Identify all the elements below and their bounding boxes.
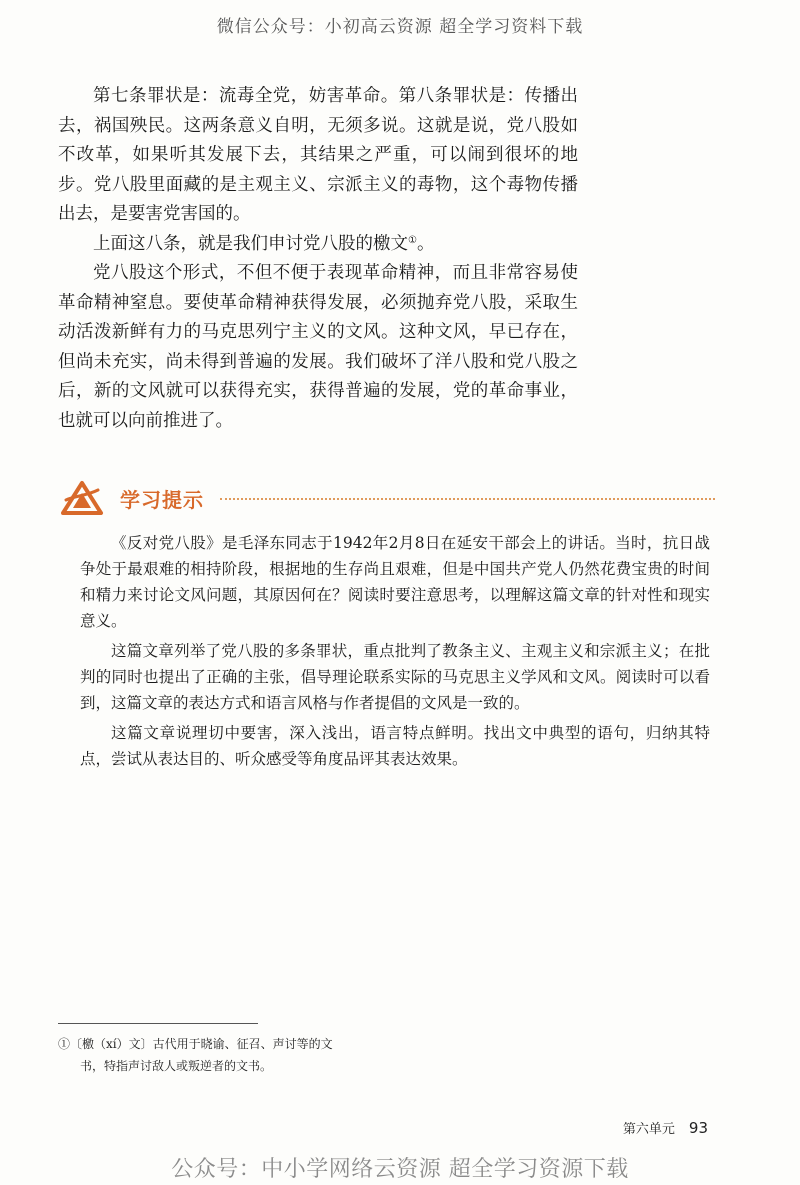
tips-paragraph-3: 这篇文章说理切中要害，深入浅出，语言特点鲜明。找出文中典型的语句，归纳其特点，尝试从表达目的、听众感受等角度品评其表达效果。: [80, 724, 710, 768]
main-paragraph-1: 第七条罪状是：流毒全党，妨害革命。第八条罪状是：传播出去，祸国殃民。这两条意义自明，无须多说。这就是说，党八股如不改革，如果听其发展下去，其结果之严重，可以闹到很坏的地步。党八股里面藏的是主观主义、宗派主义的毒物，这个毒物传播出去，是要害党害国的。: [58, 86, 578, 224]
tips-paragraph-1: 《反对党八股》是毛泽东同志于1942年2月8日在延安干部会上的讲话。当时，抗日战争处于最艰难的相持阶段，根据地的生存尚且艰难，但是中国共产党人仍然花费宝贵的时间和精力来讨论文风问题，其原因何在？阅读时要注意思考，以理解这篇文章的针对性和现实意义。: [80, 534, 710, 630]
main-paragraph-2-text: 上面这八条，就是我们申讨党八股的檄文: [93, 233, 408, 254]
main-paragraph-2-end: 。: [416, 233, 435, 254]
main-paragraph-2: [58, 230, 578, 260]
unit-label: 第六单元: [622, 1122, 675, 1137]
page-footer: [623, 1118, 708, 1137]
footnote: [58, 1033, 368, 1077]
watermark-bottom: 公众号：中小学网络云资源 超全学习资源下载: [171, 1157, 629, 1182]
main-paragraph-3: 党八股这个形式，不但不便于表现革命精神，而且非常容易使革命精神窒息。要使革命精神获得发展，必须抛弃党八股，采取生动活泼新鲜有力的马克思列宁主义的文风。这种文风，早已存在，但尚未充实，尚未得到普遍的发展。我们破坏了洋八股和党八股之后，新的文风就可以获得充实，获得普遍的发展，党的革命事业，也就可以向前推进了。: [58, 263, 578, 431]
footnote-reference[interactable]: ①: [408, 234, 417, 246]
study-tips-title: 学习提示: [120, 488, 204, 512]
dotted-divider: [220, 498, 715, 500]
tips-paragraph-2: 这篇文章列举了党八股的多条罪状，重点批判了教条主义、主观主义和宗派主义；在批判的同时也提出了正确的主张，倡导理论联系实际的马克思主义学风和文风。阅读时可以看到，这篇文章的表达方式和语言风格与作者提倡的文风是一致的。: [80, 642, 710, 712]
study-tips-header: [60, 480, 715, 516]
study-tips-body: [80, 530, 710, 776]
page-number: 93: [688, 1119, 708, 1137]
footnote-line-1: ①〔檄（xí）文〕古代用于晓谕、征召、声讨等的文: [58, 1037, 333, 1051]
footnote-rule: [58, 1023, 258, 1024]
main-text: [58, 82, 578, 436]
footnote-line-2: 书，特指声讨敌人或叛逆者的文书。: [80, 1059, 273, 1073]
study-tips-icon: [60, 480, 104, 516]
watermark-top: 微信公众号：小初高云资源 超全学习资料下载: [216, 17, 584, 37]
